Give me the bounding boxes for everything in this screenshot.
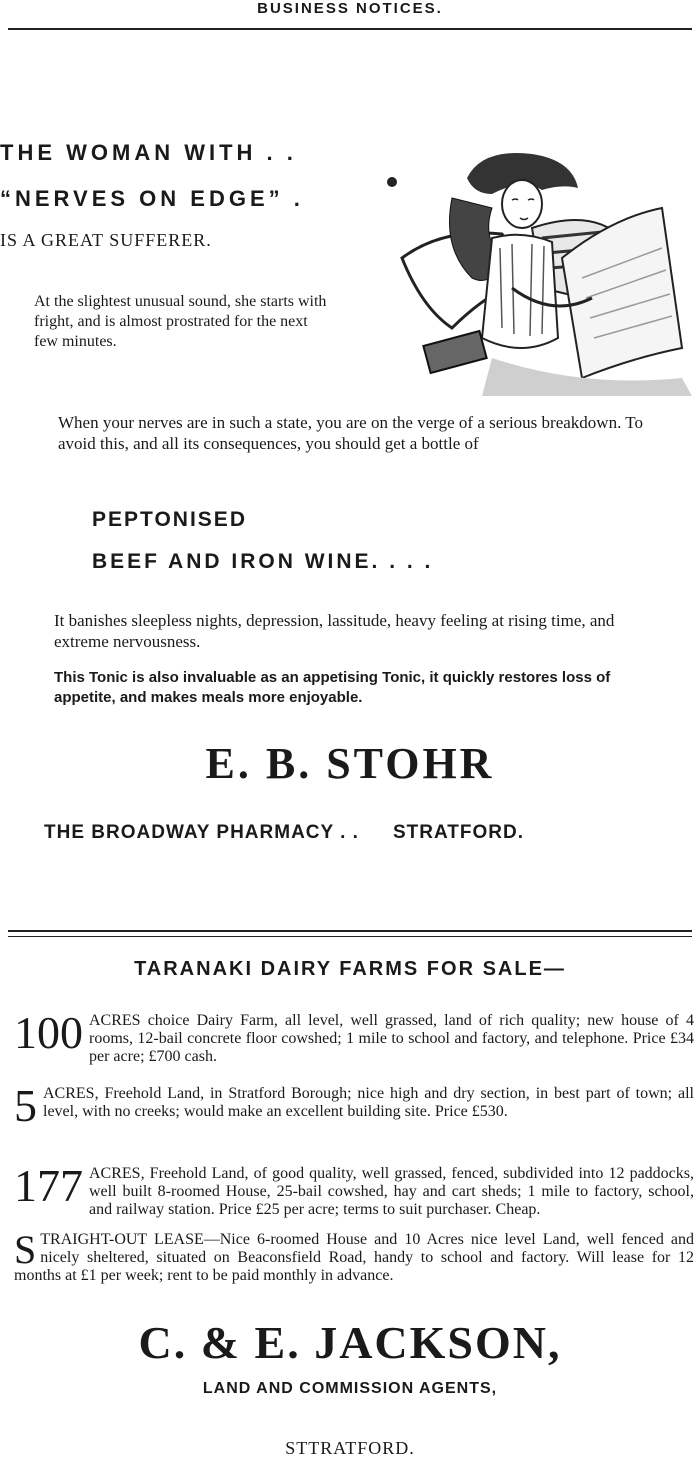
product-name-line-1: PEPTONISED: [92, 508, 247, 531]
section-divider: [8, 930, 692, 932]
pharmacy-line: [44, 822, 524, 844]
listing-text: ACRES, Freehold Land, of good quality, well grassed, fenced, subdivided into 12 paddocks, well built 8-roomed House, 25-bail cowshed, hay and cart sheds; 1 mile to factory, school, and railway station. Price £25 per acre; terms to suit purchaser. Cheap.: [89, 1165, 694, 1218]
agency-role: LAND AND COMMISSION AGENTS,: [202, 1380, 498, 1397]
listing-lead: 5: [14, 1080, 37, 1131]
agency-name: C. & E. JACKSON,: [138, 1317, 562, 1368]
listing-text: ACRES, Freehold Land, in Stratford Borough; nice high and dry section, in best part of town; all level, with no creeks; would make an excellent building site. Price £530.: [43, 1085, 694, 1120]
benefits-paragraph: It banishes sleepless nights, depression, lassitude, heavy feeling at rising time, and extreme nervousness.: [54, 611, 615, 651]
tonic-paragraph: This Tonic is also invaluable as an appetising Tonic, it quickly restores loss of appetite, and makes meals more enjoyable.: [54, 669, 611, 706]
pharmacy-town: STRATFORD.: [392, 822, 524, 843]
listing-text: ACRES choice Dairy Farm, all level, well grassed, land of rich quality; new house of 4 rooms, 12-bail concrete floor cowshed; 1 mile to school and factory, and telephone. Price £34 per acre; £700 cash.: [89, 1012, 694, 1065]
headline-line-2: “NERVES ON EDGE” .: [0, 186, 304, 211]
listing-lead: S: [14, 1227, 37, 1272]
headline-line-1: THE WOMAN WITH . .: [0, 140, 297, 165]
headline-line-3: IS A GREAT SUFFERER.: [0, 230, 212, 250]
section-divider-thin: [8, 936, 692, 937]
listing-item: [14, 1007, 694, 1066]
intro-paragraph: At the slightest unusual sound, she starts with fright, and is almost prostrated for the next few minutes.: [34, 293, 327, 350]
verge-paragraph: When your nerves are in such a state, you are on the verge of a serious breakdown. To avoid this, and all its consequences, you should get a bottle of: [58, 413, 643, 453]
agency-town: STTRATFORD.: [285, 1438, 415, 1458]
listing-item: [14, 1080, 694, 1131]
farms-heading: TARANAKI DAIRY FARMS FOR SALE—: [134, 958, 566, 980]
listing-item: [14, 1227, 694, 1285]
listing-lead: 100: [14, 1007, 83, 1058]
listing-lead: 177: [14, 1160, 83, 1211]
product-name-line-2: BEEF AND IRON WINE. . . .: [92, 550, 434, 573]
pharmacy-name: THE BROADWAY PHARMACY . .: [44, 822, 359, 843]
header-rule: [8, 28, 692, 30]
listing-text: TRAIGHT-OUT LEASE—Nice 6-roomed House and 10 Acres nice level Land, well fenced and nicely sheltered, situated on Beaconsfield Road, handy to school and factory. Will lease for 12 months at £1 per week; rent to be paid monthly in advance.: [14, 1231, 694, 1284]
seller-name: E. B. STOHR: [205, 739, 495, 788]
listing-item: [14, 1160, 694, 1219]
page-header: BUSINESS NOTICES.: [257, 0, 443, 17]
woman-reading-illustration: [382, 138, 694, 400]
